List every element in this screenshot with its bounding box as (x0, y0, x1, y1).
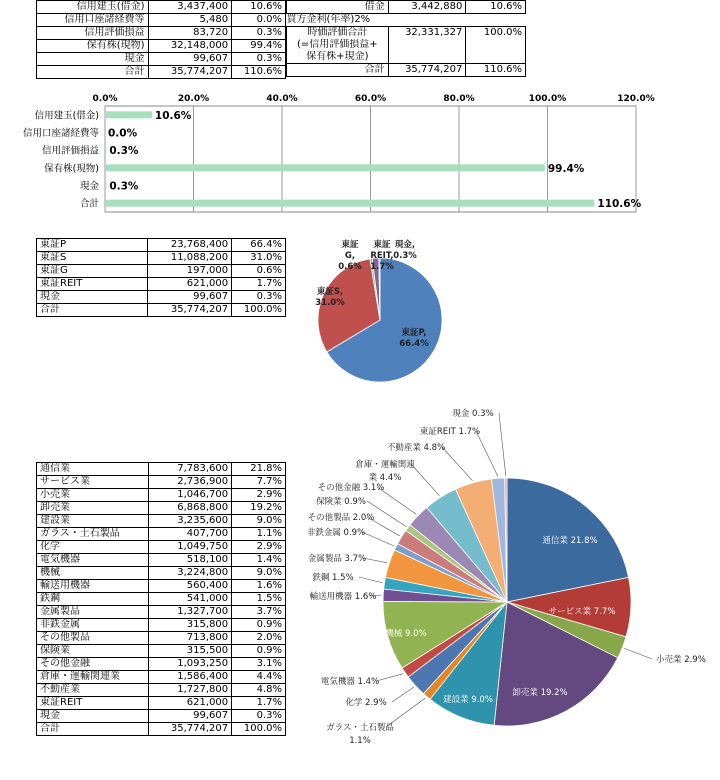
sector-amount: 2,736,900 (148, 476, 232, 489)
sector-label: 不動産業 (37, 684, 149, 697)
market-amount: 99,607 (148, 291, 232, 304)
debt-pct: 10.6% (466, 1, 526, 14)
market-amount: 197,000 (148, 265, 232, 278)
sector-pie-label: その他金融 3.1% (317, 483, 385, 493)
sector-pie-label: 1.1% (349, 736, 371, 746)
market-amount: 35,774,207 (148, 304, 232, 317)
summary-left-pct: 0.3% (232, 53, 286, 66)
market-row (37, 252, 286, 265)
summary-left-amount: 99,607 (148, 53, 232, 66)
bar-x-tick-label: 80.0% (443, 94, 475, 104)
sector-amount: 3,235,600 (148, 515, 232, 528)
bar (105, 111, 152, 118)
summary-left-amount: 5,480 (148, 14, 232, 27)
sector-row (37, 593, 286, 606)
summary-right-table (286, 0, 526, 77)
bar-category-label: 現金 (79, 181, 99, 192)
bar (105, 200, 594, 207)
summary-left-pct: 10.6% (232, 1, 286, 14)
sector-pct: 2.9% (232, 489, 286, 502)
sector-label: 輸送用機器 (37, 580, 149, 593)
sector-row (37, 463, 286, 476)
sector-row (37, 567, 286, 580)
bar (105, 182, 106, 189)
sector-pct: 1.4% (232, 554, 286, 567)
sector-pie-label: 倉庫・運輸関連 (355, 460, 415, 470)
sector-pie-label: 保険業 0.9% (316, 497, 366, 507)
sector-row (37, 645, 286, 658)
sector-amount: 1,586,400 (148, 671, 232, 684)
sector-pie-leader-line (359, 577, 382, 583)
sector-label: 小売業 (37, 489, 149, 502)
sector-pie-label: ガラス・土石製品 (326, 723, 394, 733)
sector-pie-label: 輸送用機器 1.6% (309, 592, 377, 602)
sector-label: 合計 (37, 723, 149, 736)
summary-left-pct: 0.3% (232, 27, 286, 40)
market-pct: 0.6% (232, 265, 286, 278)
sector-pie-leader-line (392, 687, 414, 702)
sector-pie-leader-line (376, 674, 403, 681)
sector-row (37, 697, 286, 710)
sector-pct: 7.7% (232, 476, 286, 489)
sector-amount: 315,800 (148, 619, 232, 632)
summary-left-row (37, 66, 286, 79)
sector-pie-label: 建設業 9.0% (443, 695, 493, 705)
sector-label: 建設業 (37, 515, 149, 528)
summary-left-label: 信用建玉(借金) (37, 1, 149, 14)
market-pie-label: 1.7% (370, 262, 394, 272)
sector-pie-chart (290, 400, 720, 780)
bar-category-label: 合計 (79, 198, 99, 210)
bar-x-tick-label: 20.0% (177, 94, 210, 104)
sector-amount: 6,868,800 (148, 502, 232, 515)
sector-pie-label: 東証REIT 1.7% (419, 427, 481, 437)
summary-left-row (37, 1, 286, 14)
sector-amount: 1,727,800 (148, 684, 232, 697)
sector-pct: 0.9% (232, 619, 286, 632)
sector-amount: 541,000 (148, 593, 232, 606)
sector-pie-leader-line (499, 413, 506, 476)
sector-label: 卸売業 (37, 502, 149, 515)
market-label: 東証G (37, 265, 148, 278)
summary-left-label: 保有株(現物) (37, 40, 149, 53)
market-pie-label: 0.3% (393, 251, 417, 261)
market-pct: 66.4% (232, 239, 286, 252)
market-pie-label: REIT, (370, 251, 394, 261)
sector-pie-leader-line (624, 648, 652, 659)
sector-amount: 7,783,600 (148, 463, 232, 476)
sector-pct: 3.7% (232, 606, 286, 619)
sector-amount: 1,327,700 (148, 606, 232, 619)
bar-data-label: 10.6% (154, 109, 192, 122)
total-label: 合計 (287, 64, 389, 77)
mtm-note-2: 保有株+現金) (287, 51, 389, 64)
market-label: 東証S (37, 252, 148, 265)
balance-bar-chart (0, 90, 720, 220)
summary-left-label: 信用口座諸経費等 (37, 14, 149, 27)
sector-pie-label: 現金 0.3% (452, 409, 494, 419)
bar-data-label: 0.0% (108, 127, 138, 140)
sector-label: ガラス・土石製品 (37, 528, 149, 541)
sector-label: その他金融 (37, 658, 149, 671)
summary-left-row (37, 27, 286, 40)
sector-row (37, 710, 286, 723)
sector-row (37, 723, 286, 736)
bar-x-tick-label: 120.0% (617, 94, 655, 104)
market-row (37, 265, 286, 278)
sector-pct: 1.6% (232, 580, 286, 593)
sector-pie-leader-line (363, 558, 387, 563)
sector-pct: 4.8% (232, 684, 286, 697)
sector-pie-label: 機械 9.0% (385, 629, 427, 639)
summary-left-table (36, 0, 286, 79)
sector-pie-label: 卸売業 19.2% (512, 688, 568, 698)
sector-pie-label: 化学 2.9% (345, 698, 387, 708)
summary-left-row (37, 40, 286, 53)
bar-data-label: 0.3% (109, 180, 139, 193)
bar-x-tick-label: 40.0% (266, 94, 298, 104)
sector-amount: 1,046,700 (148, 489, 232, 502)
sector-amount: 621,000 (148, 697, 232, 710)
bar (105, 164, 545, 171)
sector-table (36, 462, 286, 736)
mtm-label: 時価評価合計 (287, 27, 389, 40)
market-pie-label: 31.0% (315, 298, 345, 308)
sector-pct: 1.5% (232, 593, 286, 606)
sector-amount: 315,500 (148, 645, 232, 658)
sector-amount: 3,224,800 (148, 567, 232, 580)
market-amount: 11,088,200 (148, 252, 232, 265)
sector-row (37, 541, 286, 554)
sector-pie-leader-line (476, 431, 498, 476)
bar (105, 147, 106, 154)
sector-row (37, 502, 286, 515)
sector-label: 現金 (37, 710, 149, 723)
bar-data-label: 0.3% (109, 145, 139, 158)
sector-label: 保険業 (37, 645, 149, 658)
bar-category-label: 信用口座諸経費等 (22, 128, 99, 139)
sector-pie-label: 通信業 21.8% (542, 536, 598, 546)
summary-left-row (37, 14, 286, 27)
sector-row (37, 515, 286, 528)
sector-amount: 518,100 (148, 554, 232, 567)
sector-row (37, 684, 286, 697)
sector-label: 通信業 (37, 463, 149, 476)
sector-label: 機械 (37, 567, 149, 580)
total-pct: 110.6% (466, 64, 526, 77)
sector-pct: 9.0% (232, 515, 286, 528)
sector-pie-label: サービス業 7.7% (548, 607, 616, 617)
sector-row (37, 619, 286, 632)
sector-label: 鉄鋼 (37, 593, 149, 606)
sector-pct: 21.8% (232, 463, 286, 476)
market-row (37, 291, 286, 304)
mtm-pct: 100.0% (466, 27, 526, 40)
sector-label: 非鉄金属 (37, 619, 149, 632)
sector-pie-label: 小売業 2.9% (656, 655, 706, 665)
summary-left-pct: 110.6% (232, 66, 286, 79)
bar-category-label: 信用評価損益 (41, 145, 99, 157)
summary-left-pct: 0.0% (232, 14, 286, 27)
sector-pie-leader-line (442, 447, 473, 481)
sector-pct: 100.0% (232, 723, 286, 736)
sector-pct: 19.2% (232, 502, 286, 515)
sector-label: 化学 (37, 541, 149, 554)
sector-pct: 4.4% (232, 671, 286, 684)
sector-pie-label: 非鉄金属 0.9% (306, 528, 366, 538)
interest-label: 買方金利(年率) (286, 14, 355, 25)
sector-amount: 1,049,750 (148, 541, 232, 554)
market-label: 東証P (37, 239, 148, 252)
sector-label: 倉庫・運輸関連業 (37, 671, 149, 684)
market-label: 東証REIT (37, 278, 148, 291)
market-pct: 31.0% (232, 252, 286, 265)
market-pie-label: 0.6% (338, 262, 362, 272)
sector-row (37, 476, 286, 489)
sector-pct: 0.9% (232, 645, 286, 658)
market-amount: 23,768,400 (148, 239, 232, 252)
sector-amount: 713,800 (148, 632, 232, 645)
sector-pie-label: 鉄鋼 1.5% (312, 573, 354, 583)
sector-amount: 407,700 (148, 528, 232, 541)
bar-x-tick-label: 100.0% (528, 94, 567, 104)
sector-pie-leader-line (362, 532, 394, 546)
sector-amount: 99,607 (148, 710, 232, 723)
sector-amount: 560,400 (148, 580, 232, 593)
market-pie-label: 東証P, (401, 328, 427, 338)
bar-data-label: 110.6% (597, 198, 642, 211)
sector-pie-label: 不動産業 4.8% (386, 443, 446, 453)
sector-pct: 9.0% (232, 567, 286, 580)
market-label: 現金 (37, 291, 148, 304)
summary-left-label: 信用評価損益 (37, 27, 149, 40)
summary-left-label: 合計 (37, 66, 149, 79)
debt-label: 借金 (287, 1, 389, 14)
sector-pct: 2.9% (232, 541, 286, 554)
debt-amount: 3,442,880 (388, 1, 466, 14)
sector-row (37, 671, 286, 684)
sector-row (37, 554, 286, 567)
summary-left-row (37, 53, 286, 66)
mtm-note-1: (=信用評価損益+ (287, 39, 389, 51)
sector-amount: 35,774,207 (148, 723, 232, 736)
sector-pct: 1.7% (232, 697, 286, 710)
bar-x-tick-label: 0.0% (92, 94, 118, 104)
sector-label: 電気機器 (37, 554, 149, 567)
mtm-amount: 32,331,327 (388, 27, 466, 40)
market-pie-label: 東証 (373, 240, 391, 250)
market-pie-label: 東証S, (316, 287, 344, 297)
sector-label: その他製品 (37, 632, 149, 645)
sector-row (37, 580, 286, 593)
market-pie-label: G, (344, 251, 356, 261)
sector-pie-label: 業 4.4% (368, 473, 402, 483)
sector-pct: 1.1% (232, 528, 286, 541)
sector-pie-leader-line (411, 464, 439, 496)
market-pie-label: 東証 (341, 240, 359, 250)
sector-pct: 0.3% (232, 710, 286, 723)
sector-pct: 2.0% (232, 632, 286, 645)
bar-category-label: 保有株(現物) (44, 163, 99, 175)
sector-row (37, 489, 286, 502)
sector-amount: 1,093,250 (148, 658, 232, 671)
market-row (37, 278, 286, 291)
summary-left-amount: 3,437,400 (148, 1, 232, 14)
sector-row (37, 528, 286, 541)
summary-left-pct: 99.4% (232, 40, 286, 53)
bar-category-label: 信用建玉(借金) (34, 110, 99, 122)
summary-left-amount: 32,148,000 (148, 40, 232, 53)
summary-left-label: 現金 (37, 53, 149, 66)
sector-row (37, 658, 286, 671)
interest-value: 2% (354, 14, 371, 25)
sector-label: 東証REIT (37, 697, 149, 710)
sector-row (37, 606, 286, 619)
market-pct: 0.3% (232, 291, 286, 304)
summary-left-amount: 83,720 (148, 27, 232, 40)
sector-pie-label: 電気機器 1.4% (320, 677, 380, 687)
market-pie-label: 66.4% (399, 339, 429, 349)
sector-pie-label: その他製品 2.0% (307, 513, 375, 523)
summary-left-amount: 35,774,207 (148, 66, 232, 79)
market-label: 合計 (37, 304, 148, 317)
sector-pie-label: 金属製品 3.7% (307, 554, 367, 564)
sector-pct: 3.1% (232, 658, 286, 671)
market-table (36, 238, 286, 317)
sector-label: サービス業 (37, 476, 149, 489)
market-row (37, 239, 286, 252)
sector-row (37, 632, 286, 645)
market-pct: 100.0% (232, 304, 286, 317)
market-amount: 621,000 (148, 278, 232, 291)
bar-data-label: 99.4% (547, 162, 585, 175)
market-pct: 1.7% (232, 278, 286, 291)
total-amount: 35,774,207 (388, 64, 466, 77)
market-row (37, 304, 286, 317)
market-pie-chart (300, 230, 470, 390)
sector-label: 金属製品 (37, 606, 149, 619)
bar-x-tick-label: 60.0% (354, 94, 387, 104)
market-pie-label: 現金, (394, 240, 416, 250)
